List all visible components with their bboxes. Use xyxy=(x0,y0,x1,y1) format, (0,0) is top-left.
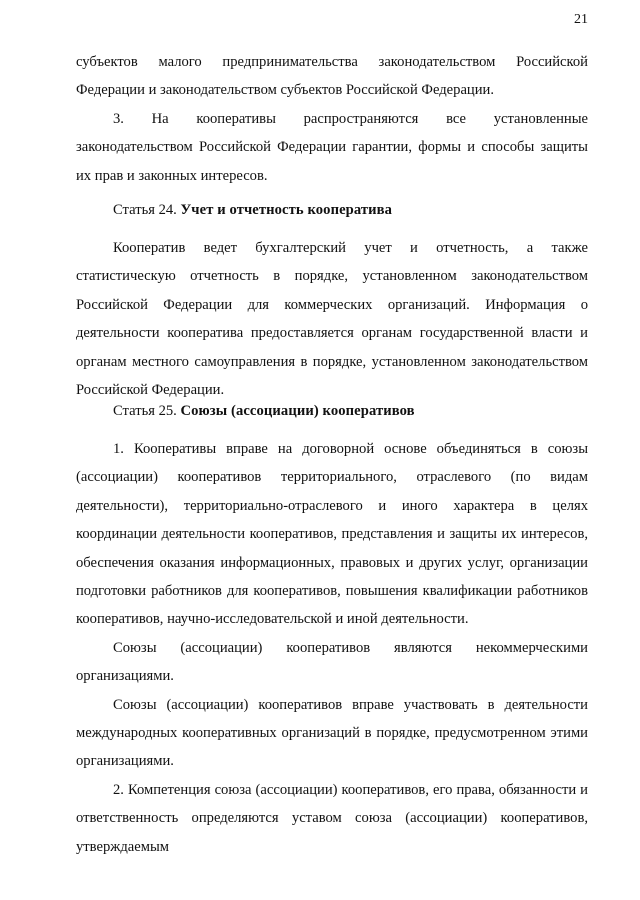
page-number: 21 xyxy=(574,12,588,27)
article-25-paragraph-1: 1. Кооперативы вправе на договорной основе объединяться в союзы (ассоциации) кооперативов территориального, отраслевого (по видам деятельности), территориально-отраслевого и иного характера в целях координации деятельности кооперативов, представления и защиты их интересов, обеспечения оказания информационных, правовых и других услуг, организации подготовки работников для кооперативов, повышения квалификации работников кооперативов, научно-исследовательской и иной деятельности. xyxy=(76,441,588,628)
article-25-body xyxy=(76,435,588,861)
continuation-block xyxy=(76,48,588,190)
article-24-heading xyxy=(113,202,392,219)
article-25-title: Союзы (ассоциации) кооперативов xyxy=(180,403,415,419)
article-25-label: Статья 25. xyxy=(113,403,177,419)
article-24-body xyxy=(76,234,588,404)
article-25-paragraph-3: Союзы (ассоциации) кооперативов вправе участвовать в деятельности международных кооперативных организаций в порядке, предусмотренном этими организациями. xyxy=(76,696,588,770)
article-25-paragraph-2: Союзы (ассоциации) кооперативов являются некоммерческими организациями. xyxy=(76,639,588,685)
article-25-heading xyxy=(113,403,415,420)
article-24-label: Статья 24. xyxy=(113,202,177,218)
article-24-title: Учет и отчетность кооператива xyxy=(180,202,393,218)
article-25-paragraph-4: 2. Компетенция союза (ассоциации) кооперативов, его права, обязанности и ответственность определяются уставом союза (ассоциации) кооперативов, утверждаемым xyxy=(76,781,588,855)
paragraph-item-3: 3. На кооперативы распространяются все установленные законодательством Российской Федерации гарантии, формы и способы защиты их прав и законных интересов. xyxy=(76,110,588,184)
article-24-paragraph: Кооператив ведет бухгалтерский учет и отчетность, а также статистическую отчетность в порядке, установленном законодательством Российской Федерации для коммерческих организаций. Информация о деятельности кооператива предоставляется органам государственной власти и органам местного самоуправления в порядке, установленном законодательством Российской Федерации. xyxy=(76,240,588,399)
paragraph-continuation: субъектов малого предпринимательства законодательством Российской Федерации и законодательством субъектов Российской Федерации. xyxy=(76,54,588,99)
